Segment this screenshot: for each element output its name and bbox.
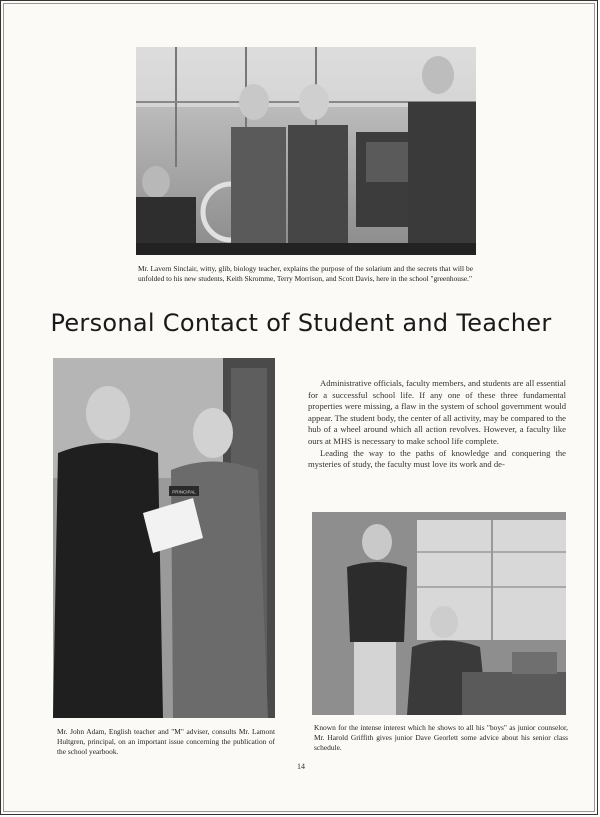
article-paragraph: Administrative officials, faculty members, and students are all essential for a successful school life. If any one of these three fundamental properties were missing, a flaw in the system of school government would appear. The student body, the center of all activity, may be compared to the hub of a wheel around which all action revolves. However, a faculty like ours at MHS is necessary to make school life complete. (308, 378, 566, 446)
principal-office-photo-caption: Mr. John Adam, English teacher and "M" adviser, consults Mr. Lamont Hultgren, principal, on an important issue concerning the publication of the school yearbook. (57, 727, 275, 756)
page-headline: Personal Contact of Student and Teacher (50, 309, 552, 337)
counselor-photo-caption: Known for the intense interest which he shows to all his "boys" as junior counselor, Mr. Harold Griffith gives junior Dave Georlett some advice about his senior class schedule. (314, 723, 568, 752)
greenhouse-photo (136, 47, 476, 255)
principal-office-photo (53, 358, 275, 718)
article-body (308, 378, 566, 471)
greenhouse-photo-caption: Mr. Lavern Sinclair, witty, glib, biology teacher, explains the purpose of the solarium and the secrets that will be unfolded to his new students, Keith Skromme, Terry Morrison, and Scott Davis, here in the school "greenhouse." (138, 264, 473, 283)
article-paragraph: Leading the way to the paths of knowledge and conquering the mysteries of study, the faculty must love its work and de- (308, 447, 566, 470)
door-sign-text: PRINCIPAL (172, 489, 196, 495)
counselor-photo (312, 512, 566, 715)
page-number: 14 (297, 762, 305, 771)
